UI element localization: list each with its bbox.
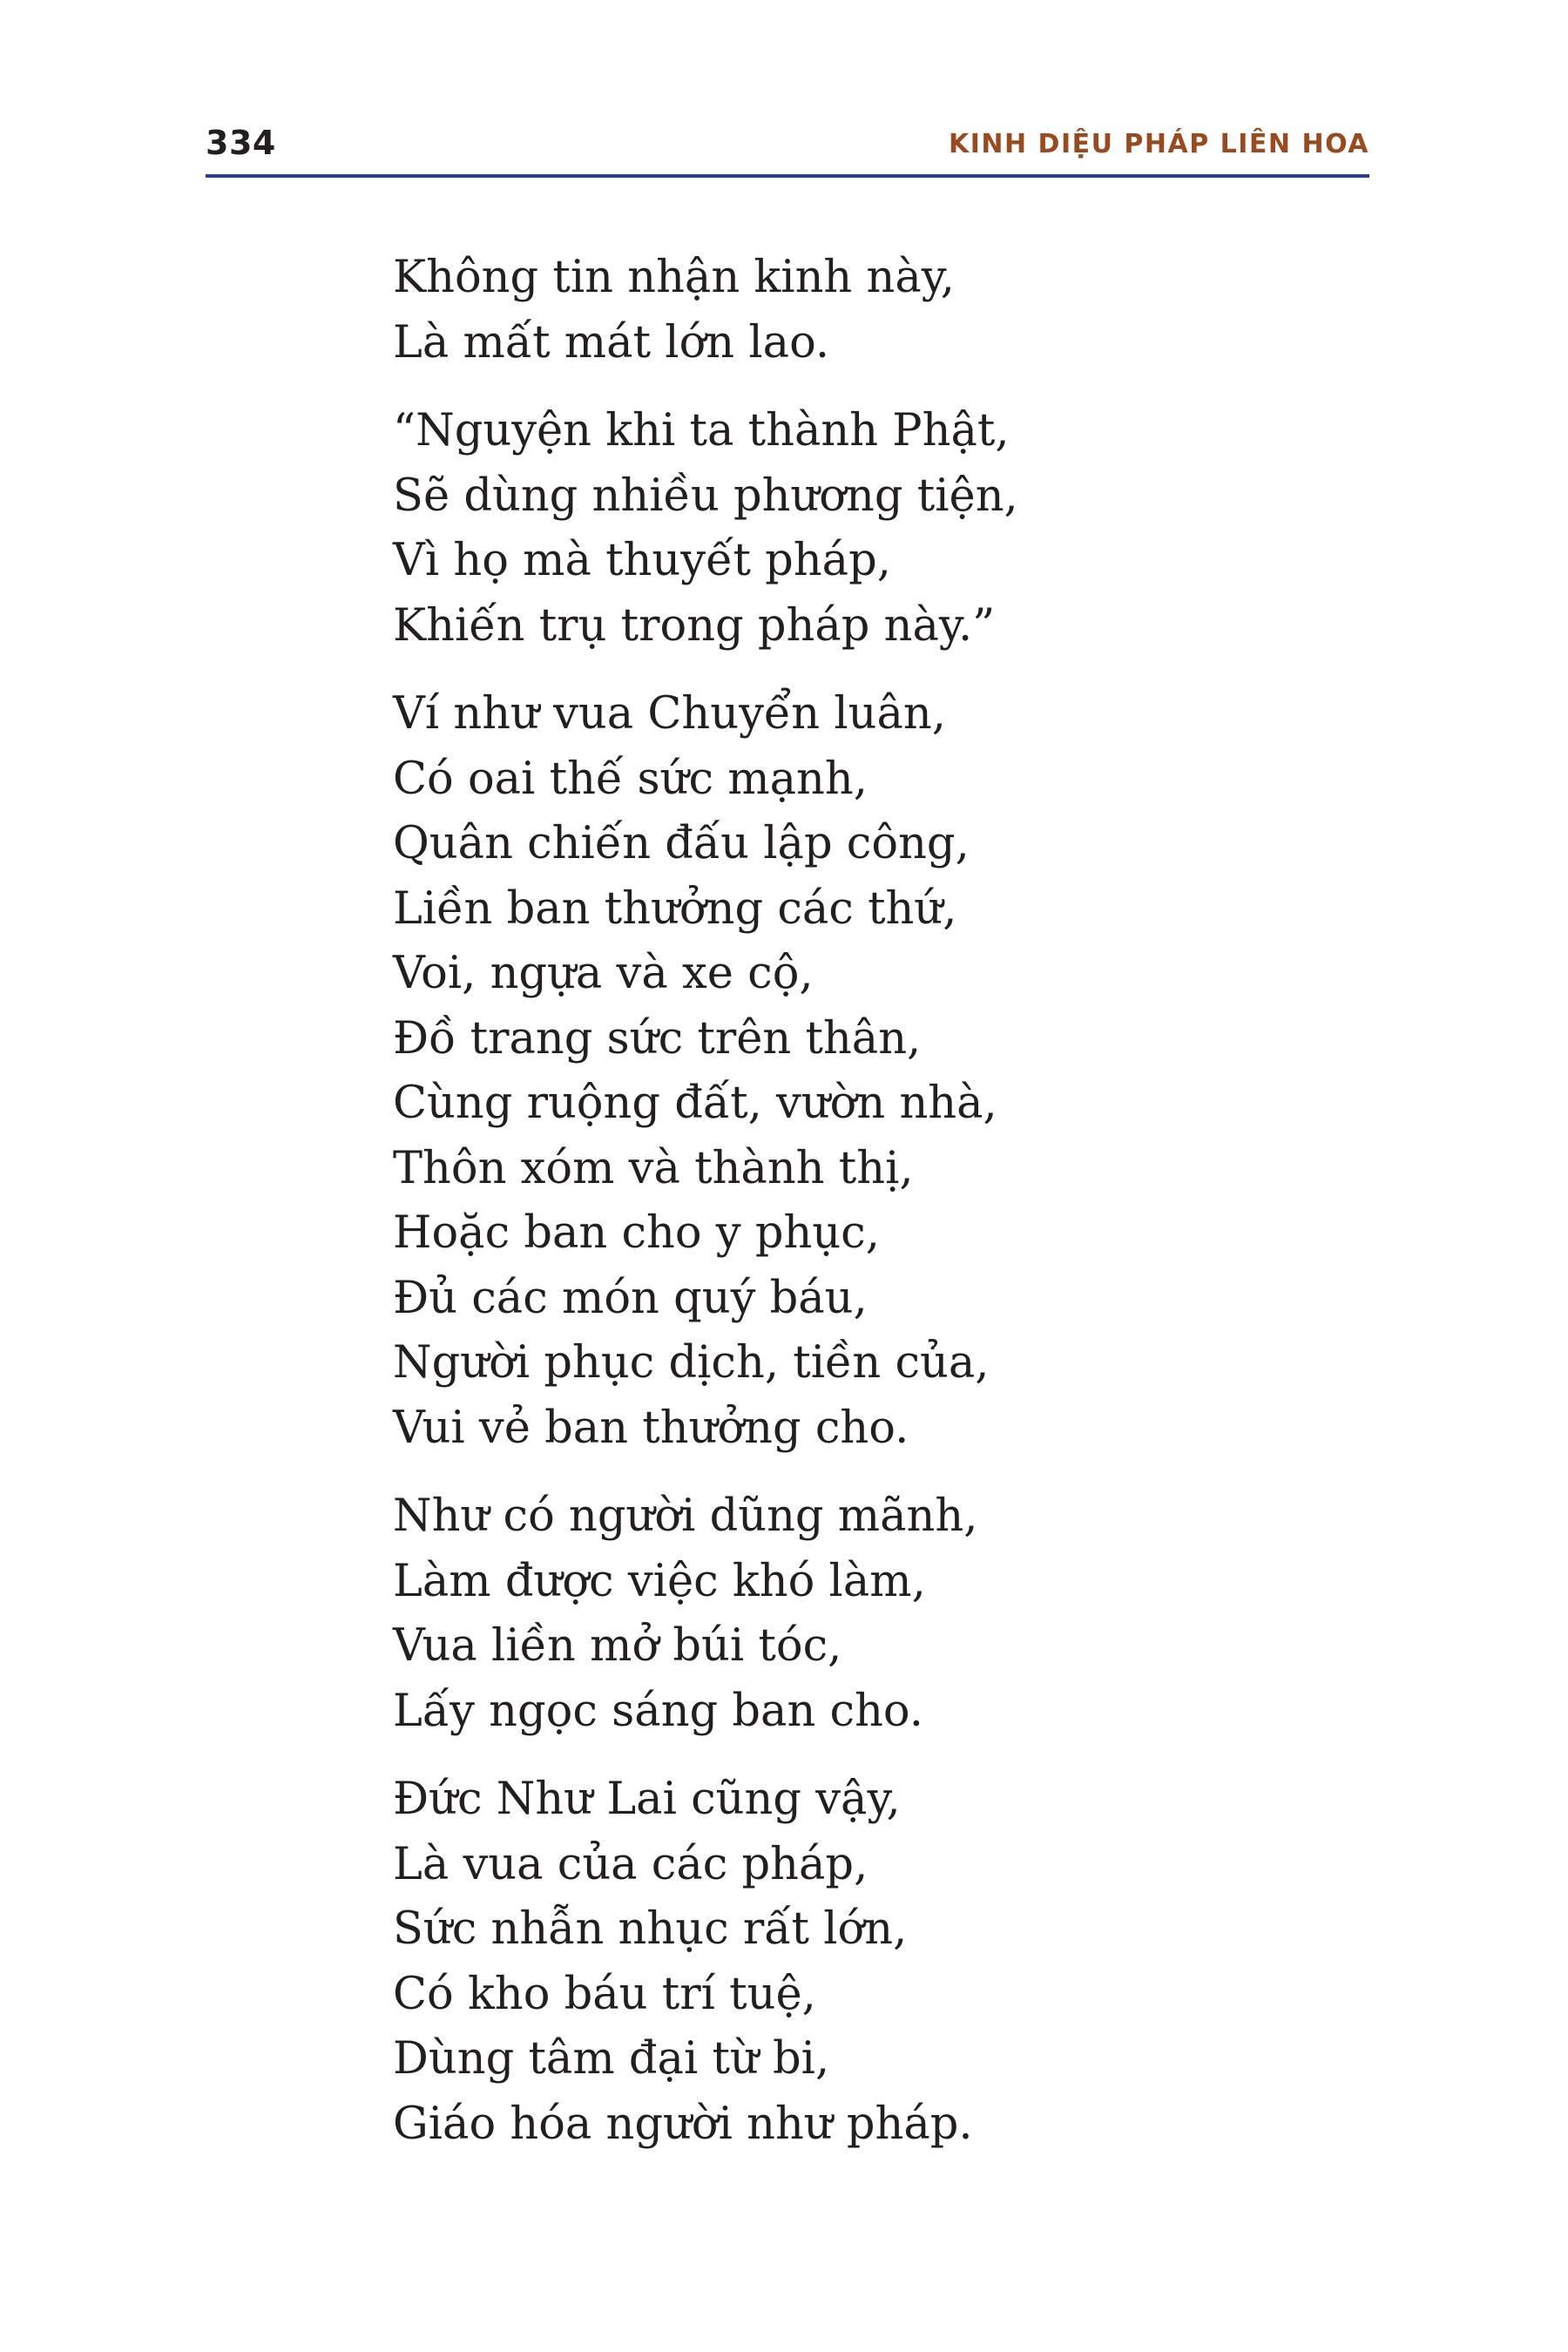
running-title: KINH DIỆU PHÁP LIÊN HOA [948,129,1369,159]
verse-line: Cùng ruộng đất, vườn nhà, [393,1078,997,1129]
verse-line: Có kho báu trí tuệ, [393,1968,816,2020]
verse-line: Khiến trụ trong pháp này.” [393,599,996,652]
page-header [206,120,1369,178]
verse-line: Sức nhẫn nhục rất lớn, [393,1903,908,1955]
verse-line: Là vua của các pháp, [393,1838,868,1890]
stanza [393,1484,1264,1744]
verse-line: Quân chiến đấu lập công, [393,818,970,869]
verse-line: Đủ các món quý báu, [393,1272,868,1324]
verse-line: Liền ban thưởng các thứ, [393,882,957,935]
verse-line: Dùng tâm đại từ bi, [393,2033,830,2085]
poem [393,246,1264,2180]
verse-line: “Nguyện khi ta thành Phật, [393,405,1010,456]
verse-line: Lấy ngọc sáng ban cho. [393,1685,923,1737]
verse-line: Có oai thế sức mạnh, [393,753,868,805]
stanza [393,399,1264,659]
verse-line: Làm được việc khó làm, [393,1555,926,1607]
verse-line: Ví như vua Chuyển luân, [393,688,946,740]
verse-line: Vua liền mở búi tóc, [393,1620,842,1672]
verse-line: Đức Như Lai cũng vậy, [393,1774,901,1825]
verse-line: Giáo hóa người như pháp. [393,2098,973,2150]
verse-line: Vui vẻ ban thưởng cho. [393,1402,909,1454]
verse-line: Vì họ mà thuyết pháp, [393,535,891,586]
verse-line: Sẽ dùng nhiều phương tiện, [393,470,1018,522]
verse-line: Thôn xóm và thành thị, [393,1142,914,1194]
verse-line: Người phục dịch, tiền của, [393,1337,990,1389]
verse-line: Là mất mát lớn lao. [393,316,830,368]
page-number: 334 [206,124,276,162]
stanza [393,682,1264,1461]
header-rule [206,174,1369,178]
verse-line: Như có người dũng mãnh, [393,1490,978,1542]
verse-line: Đồ trang sức trên thân, [393,1012,922,1064]
stanza [393,246,1264,375]
verse-line: Không tin nhận kinh này, [393,252,955,303]
verse-line: Hoặc ban cho y phục, [393,1207,880,1259]
stanza [393,1767,1264,2157]
verse-line: Voi, ngựa và xe cộ, [393,948,814,999]
